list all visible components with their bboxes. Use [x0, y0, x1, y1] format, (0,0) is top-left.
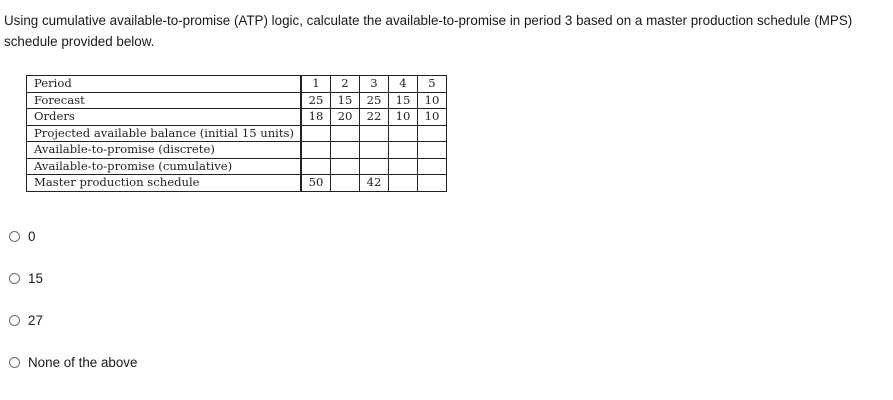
table-cell: 4	[389, 76, 418, 93]
table-cell: 10	[418, 92, 447, 109]
table-cell	[418, 175, 447, 192]
table-cell	[389, 125, 418, 142]
table-cell	[331, 158, 360, 175]
mps-table	[26, 75, 447, 192]
table-cell: 25	[301, 92, 331, 109]
table-cell	[389, 175, 418, 192]
row-label: Master production schedule	[27, 175, 302, 192]
row-label: Forecast	[27, 92, 302, 109]
table-cell	[360, 142, 389, 159]
table-cell	[418, 125, 447, 142]
answer-option[interactable]	[9, 310, 137, 330]
row-label: Orders	[27, 109, 302, 126]
table-cell	[389, 158, 418, 175]
table-cell: 50	[301, 175, 331, 192]
table-row-projected-balance	[27, 125, 447, 142]
radio-button[interactable]	[9, 273, 20, 284]
table-cell	[360, 125, 389, 142]
answer-option[interactable]	[9, 268, 137, 288]
table-row-mps	[27, 175, 447, 192]
table-cell	[360, 158, 389, 175]
table-row-orders	[27, 109, 447, 126]
table-cell	[331, 125, 360, 142]
table-cell: 10	[389, 109, 418, 126]
row-label: Projected available balance (initial 15 units)	[27, 125, 302, 142]
table-row-atp-discrete	[27, 142, 447, 159]
option-label: 15	[28, 270, 43, 286]
table-cell: 18	[301, 109, 331, 126]
table-cell: 10	[418, 109, 447, 126]
table-row-forecast	[27, 92, 447, 109]
radio-button[interactable]	[9, 315, 20, 326]
answer-option[interactable]	[9, 226, 137, 246]
row-label: Available-to-promise (cumulative)	[27, 158, 302, 175]
table-cell: 25	[360, 92, 389, 109]
table-cell	[418, 142, 447, 159]
option-label: 27	[28, 312, 43, 328]
table-cell	[301, 142, 331, 159]
table-cell: 22	[360, 109, 389, 126]
radio-button[interactable]	[9, 357, 20, 368]
question-text: Using cumulative available-to-promise (ATP) logic, calculate the available-to-promise in period 3 based on a master production schedule (MPS) schedule provided below.	[4, 13, 853, 49]
row-label: Period	[27, 76, 302, 93]
answer-option[interactable]	[9, 352, 137, 372]
table-cell	[331, 175, 360, 192]
option-label: None of the above	[28, 354, 138, 370]
table-cell	[418, 158, 447, 175]
answer-options	[9, 226, 137, 394]
table-cell	[301, 125, 331, 142]
option-label: 0	[28, 228, 36, 244]
radio-button[interactable]	[9, 231, 20, 242]
table-cell	[389, 142, 418, 159]
table-row-period	[27, 76, 447, 93]
table-cell	[301, 158, 331, 175]
table-cell	[331, 142, 360, 159]
table-cell: 3	[360, 76, 389, 93]
table-cell: 5	[418, 76, 447, 93]
table-row-atp-cumulative	[27, 158, 447, 175]
table-cell: 20	[331, 109, 360, 126]
table-cell: 15	[389, 92, 418, 109]
table-cell: 15	[331, 92, 360, 109]
table-cell: 42	[360, 175, 389, 192]
row-label: Available-to-promise (discrete)	[27, 142, 302, 159]
table-cell: 1	[301, 76, 331, 93]
table-cell: 2	[331, 76, 360, 93]
